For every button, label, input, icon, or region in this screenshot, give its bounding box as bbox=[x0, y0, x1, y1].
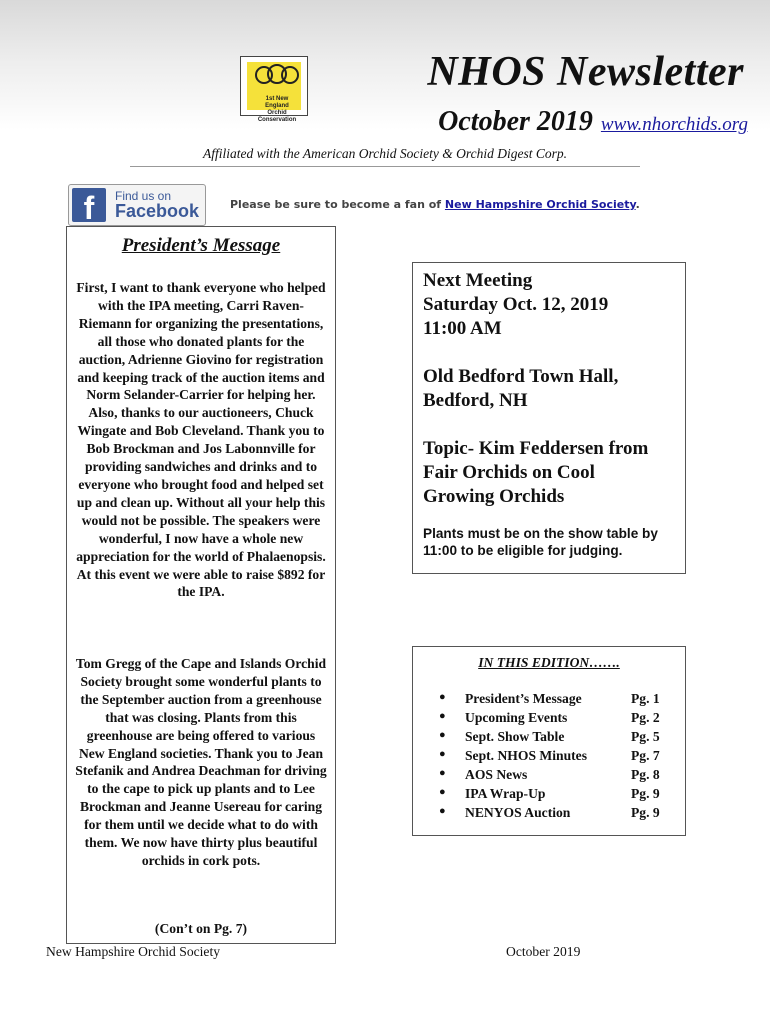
in-this-edition-heading: IN THIS EDITION……. bbox=[478, 655, 620, 670]
facebook-badge-big-text: Facebook bbox=[115, 201, 200, 221]
toc-item-page: Pg. 7 bbox=[631, 748, 660, 763]
toc-item-title: IPA Wrap-Up bbox=[465, 786, 546, 801]
presidents-message-paragraph-2: Tom Gregg of the Cape and Islands Orchid Society brought some wonderful plants to the September auction from a greenhouse that was closing. Plants from this greenhouse are being offered to various New England societies. Thank you to Jean Stefanik and Andrea Deachman for driving to the cape to pick up plants and to Lee Brockman and Jeanne Usereau for caring for them until we decide what to do with them. We now have thirty plus beautiful orchids in cork pots. bbox=[75, 656, 327, 868]
footer-date: October 2019 bbox=[506, 944, 581, 959]
facebook-note bbox=[230, 198, 640, 211]
logo-text: 1st New England Orchid Conservation bbox=[257, 96, 297, 123]
continued-note: (Con’t on Pg. 7) bbox=[154, 921, 248, 936]
toc-item-title: President’s Message bbox=[465, 691, 582, 706]
bullet-icon: ● bbox=[439, 786, 446, 798]
presidents-message-paragraph-1: First, I want to thank everyone who helped with the IPA meeting, Carri Raven-Riemann for organizing the presentations, all those who donated plants for the auction, Adrienne Giovino for registration and keeping track of the auction items and Norm Selander-Carrier for helping her. Also, thanks to our auctioneers, Chuck Wingate and Bob Cleveland. Thank you to Bob Brockman and Jos Labonnville for providing sandwiches and drinks and to everyone who brought food and helped set up and clean up. Without all your help this would not be possible. The speakers were wonderful, I now have a whole new appreciation for the world of Phalaenopsis. At this event we were able to raise $892 for the IPA. bbox=[76, 280, 326, 600]
bullet-icon: ● bbox=[439, 691, 446, 703]
meeting-location-line-2: Bedford, NH bbox=[423, 390, 528, 411]
society-logo bbox=[240, 56, 308, 123]
toc-item[interactable] bbox=[439, 805, 671, 824]
facebook-note-prefix: Please be sure to become a fan of bbox=[230, 198, 445, 211]
issue-line bbox=[300, 106, 748, 138]
toc-item-page: Pg. 8 bbox=[631, 767, 660, 782]
meeting-location-line-1: Old Bedford Town Hall, bbox=[423, 366, 619, 387]
facebook-icon: f bbox=[72, 188, 106, 222]
bullet-icon: ● bbox=[439, 729, 446, 741]
facebook-note-suffix: . bbox=[635, 198, 640, 211]
toc-item[interactable] bbox=[439, 710, 671, 729]
newsletter-title: NHOS Newsletter bbox=[427, 49, 744, 95]
website-link[interactable]: www.nhorchids.org bbox=[600, 114, 748, 135]
meeting-date: Saturday Oct. 12, 2019 bbox=[423, 294, 609, 315]
toc-item[interactable] bbox=[439, 729, 671, 748]
toc-item[interactable] bbox=[439, 786, 671, 805]
meeting-time: 11:00 AM bbox=[423, 318, 502, 339]
meeting-topic-line-2: Fair Orchids on Cool bbox=[423, 462, 595, 483]
facebook-badge-small-text: Find us on bbox=[115, 189, 172, 203]
toc-item[interactable] bbox=[439, 691, 671, 710]
bullet-icon: ● bbox=[439, 710, 446, 722]
bullet-icon: ● bbox=[439, 767, 446, 779]
toc-item-title: Sept. Show Table bbox=[465, 729, 565, 744]
issue-date: October 2019 bbox=[438, 106, 593, 137]
affiliation-line: Affiliated with the American Orchid Society & Orchid Digest Corp. bbox=[203, 146, 567, 161]
meeting-topic-line-1: Topic- Kim Feddersen from bbox=[423, 438, 649, 459]
toc-item-page: Pg. 5 bbox=[631, 729, 660, 744]
logo-image bbox=[247, 62, 301, 123]
bullet-icon: ● bbox=[439, 805, 446, 817]
header-divider bbox=[130, 166, 640, 167]
facebook-badge[interactable] bbox=[68, 184, 206, 226]
toc-item-title: NENYOS Auction bbox=[465, 805, 571, 820]
bullet-icon: ● bbox=[439, 748, 446, 760]
toc-item-page: Pg. 9 bbox=[631, 786, 660, 801]
toc-item-title: Upcoming Events bbox=[465, 710, 568, 725]
presidents-message-heading: President’s Message bbox=[121, 235, 281, 256]
toc-item-title: Sept. NHOS Minutes bbox=[465, 748, 587, 763]
toc-item[interactable] bbox=[439, 748, 671, 767]
presidents-message-box bbox=[66, 226, 336, 944]
next-meeting-box bbox=[412, 262, 686, 574]
footer-society-name: New Hampshire Orchid Society bbox=[46, 944, 221, 959]
toc-item-page: Pg. 2 bbox=[631, 710, 660, 725]
toc-item-page: Pg. 9 bbox=[631, 805, 660, 820]
toc-item-page: Pg. 1 bbox=[631, 691, 660, 706]
logo-circle-right bbox=[281, 66, 299, 84]
in-this-edition-box bbox=[412, 646, 686, 836]
toc-item-title: AOS News bbox=[465, 767, 528, 782]
toc-item[interactable] bbox=[439, 767, 671, 786]
plants-note: Plants must be on the show table by 11:00 to be eligible for judging. bbox=[423, 526, 658, 558]
meeting-heading: Next Meeting bbox=[423, 270, 533, 291]
meeting-topic-line-3: Growing Orchids bbox=[423, 486, 565, 507]
facebook-society-link[interactable]: New Hampshire Orchid Society bbox=[444, 198, 636, 211]
